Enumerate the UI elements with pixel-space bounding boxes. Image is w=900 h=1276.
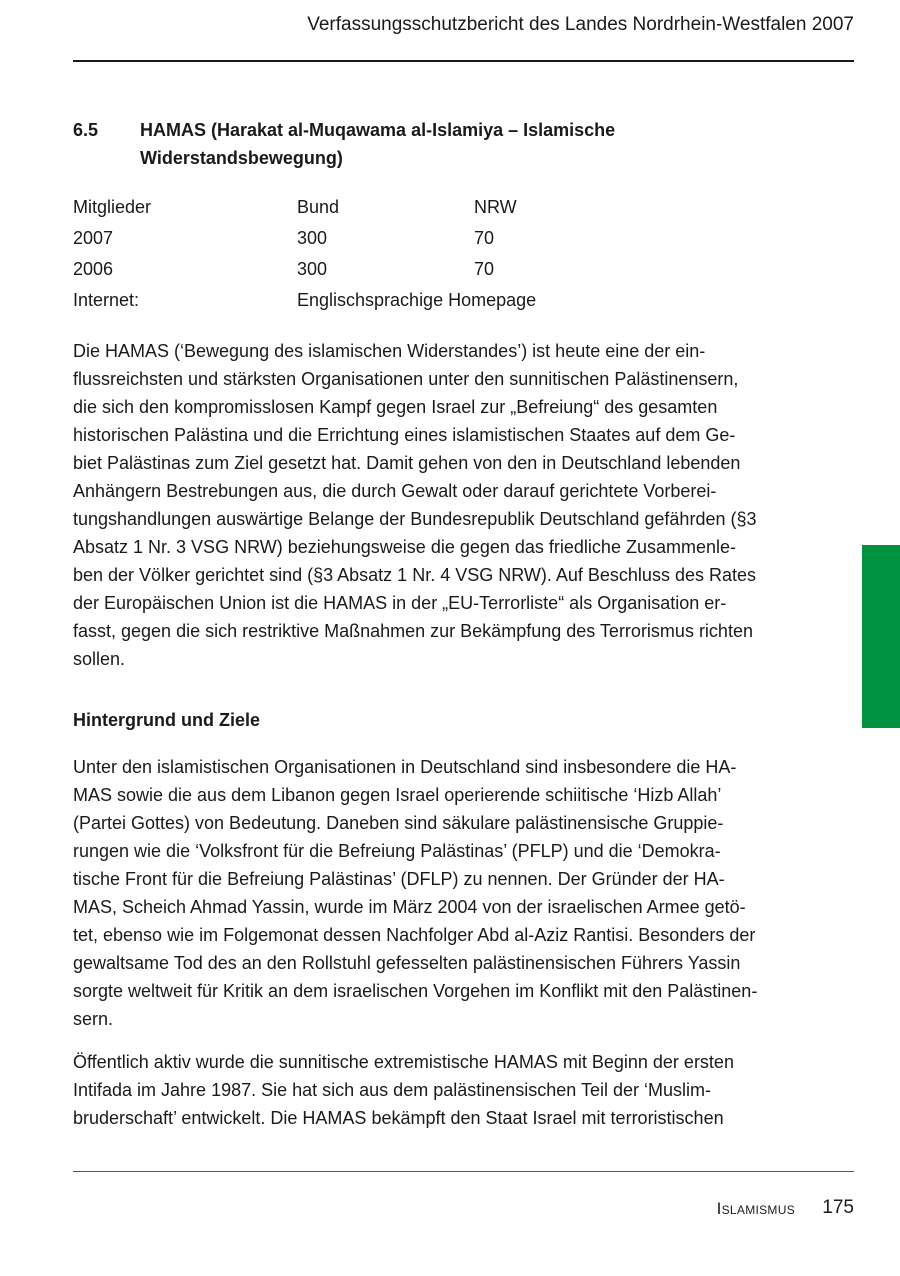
section-title-line-1: HAMAS (Harakat al-Muqawama al-Islamiya – Islamische — [140, 120, 616, 140]
paragraph-line: MAS, Scheich Ahmad Yassin, wurde im März 2004 von der israelischen Armee getö- — [73, 897, 746, 917]
paragraph-line: sern. — [73, 1009, 114, 1029]
paragraph-line: Die HAMAS (‘Bewegung des islamischen Widerstandes’) ist heute eine der ein- — [73, 341, 706, 361]
paragraph-line: fasst, gegen die sich restriktive Maßnahmen zur Bekämpfung des Terrorismus richten — [73, 621, 753, 641]
table-cell-nrw: 70 — [474, 259, 495, 279]
table-header-cell: Bund — [297, 197, 340, 217]
page-number: 175 — [822, 1197, 854, 1218]
paragraph-public-activity — [73, 1048, 813, 1132]
chapter-side-tab — [862, 545, 900, 728]
running-header: Verfassungsschutzbericht des Landes Nordrhein-Westfalen 2007 — [307, 14, 854, 35]
header-rule — [73, 60, 854, 62]
paragraph-line: ben der Völker gerichtet sind (§3 Absatz 1 Nr. 4 VSG NRW). Auf Beschluss des Rates — [73, 565, 756, 585]
footer-section-label: Islamismus — [716, 1199, 795, 1218]
table-cell-year: 2006 — [73, 259, 114, 279]
table-cell-year: 2007 — [73, 228, 114, 248]
internet-label: Internet: — [73, 290, 140, 310]
paragraph-line: tet, ebenso wie im Folgemonat dessen Nachfolger Abd al-Aziz Rantisi. Besonders der — [73, 925, 756, 945]
paragraph-line: (Partei Gottes) von Bedeutung. Daneben sind säkulare palästinensische Gruppie- — [73, 813, 724, 833]
paragraph-line: der Europäischen Union ist die HAMAS in der „EU-Terrorliste“ als Organisation er- — [73, 593, 727, 613]
paragraph-line: Intifada im Jahre 1987. Sie hat sich aus dem palästinensischen Teil der ‘Muslim- — [73, 1080, 711, 1100]
footer-rule — [73, 1171, 854, 1172]
paragraph-line: rungen wie die ‘Volksfront für die Befreiung Palästinas’ (PFLP) und die ‘Demokra- — [73, 841, 721, 861]
internet-value: Englischsprachige Homepage — [297, 290, 537, 310]
paragraph-line: sollen. — [73, 649, 126, 669]
subheading-background: Hintergrund und Ziele — [73, 710, 260, 730]
paragraph-line: flussreichsten und stärksten Organisationen unter den sunnitischen Palästinensern, — [73, 369, 739, 389]
section-title-line-2: Widerstandsbewegung) — [140, 148, 343, 168]
paragraph-line: MAS sowie die aus dem Libanon gegen Israel operierende schiitische ‘Hizb Allah’ — [73, 785, 722, 805]
table-cell-bund: 300 — [297, 228, 328, 248]
paragraph-line: die sich den kompromisslosen Kampf gegen Israel zur „Befreiung“ des gesamten — [73, 397, 718, 417]
paragraph-background — [73, 753, 813, 1033]
paragraph-line: Anhängern Bestrebungen aus, die durch Gewalt oder darauf gerichtete Vorberei- — [73, 481, 717, 501]
paragraph-line: Öffentlich aktiv wurde die sunnitische extremistische HAMAS mit Beginn der ersten — [73, 1052, 734, 1072]
section-heading — [73, 116, 833, 172]
table-header-cell: NRW — [474, 197, 517, 217]
table-cell-nrw: 70 — [474, 228, 495, 248]
table-cell-bund: 300 — [297, 259, 328, 279]
paragraph-line: historischen Palästina und die Errichtung eines islamistischen Staates auf dem Ge- — [73, 425, 736, 445]
section-number: 6.5 — [73, 120, 99, 140]
paragraph-intro — [73, 337, 813, 673]
table-header-cell: Mitglieder — [73, 197, 152, 217]
paragraph-line: gewaltsame Tod des an den Rollstuhl gefesselten palästinensischen Führers Yassin — [73, 953, 741, 973]
paragraph-line: Absatz 1 Nr. 3 VSG NRW) beziehungsweise die gegen das friedliche Zusammenle- — [73, 537, 736, 557]
paragraph-line: tungshandlungen auswärtige Belange der Bundesrepublik Deutschland gefährden (§3 — [73, 509, 757, 529]
paragraph-line: biet Palästinas zum Ziel gesetzt hat. Damit gehen von den in Deutschland lebenden — [73, 453, 741, 473]
paragraph-line: sorgte weltweit für Kritik an dem israelischen Vorgehen im Konflikt mit den Palästinen- — [73, 981, 758, 1001]
paragraph-line: tische Front für die Befreiung Palästinas’ (DFLP) zu nennen. Der Gründer der HA- — [73, 869, 725, 889]
paragraph-line: bruderschaft’ entwickelt. Die HAMAS bekämpft den Staat Israel mit terroristischen — [73, 1108, 724, 1128]
paragraph-line: Unter den islamistischen Organisationen in Deutschland sind insbesondere die HA- — [73, 757, 737, 777]
